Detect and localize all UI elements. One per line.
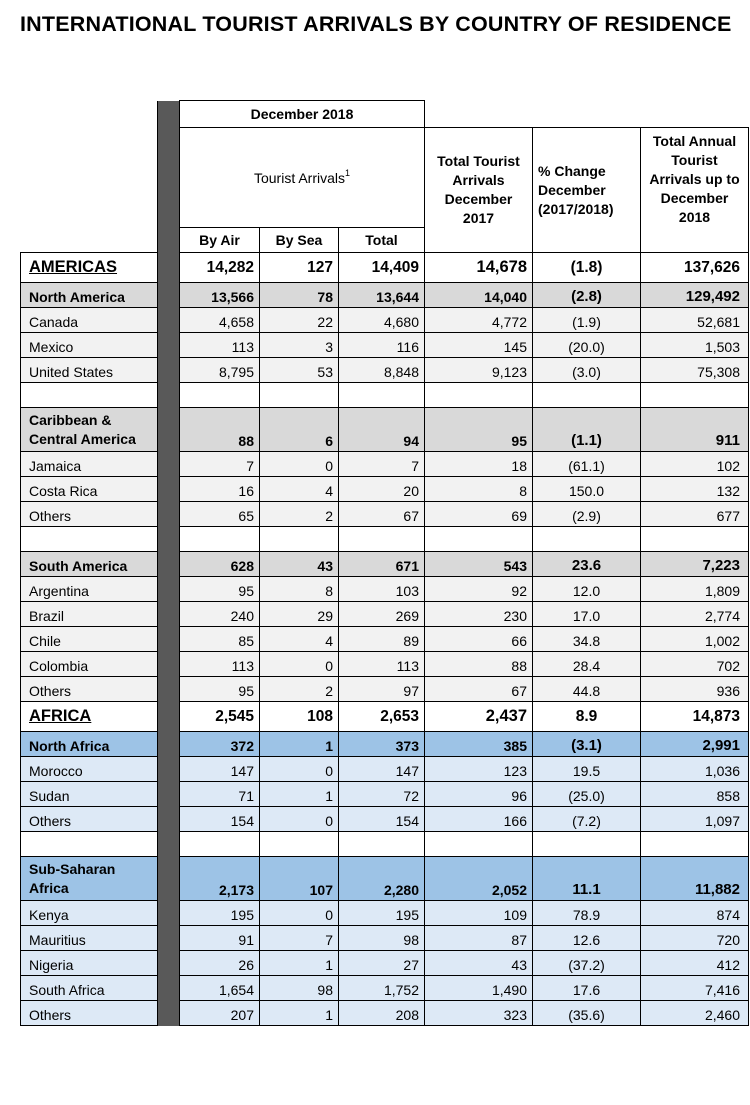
row-dark-bar [158, 901, 180, 926]
pct-change-value: (2.9) [533, 502, 641, 527]
annual-total-value: 7,416 [641, 976, 749, 1001]
row-label: Sudan [21, 782, 158, 807]
pct-change-value: 11.1 [533, 857, 641, 901]
table-row [21, 477, 749, 502]
total-value: 195 [339, 901, 425, 926]
by-sea-value: 22 [260, 308, 339, 333]
total-value: 8,848 [339, 358, 425, 383]
blank-cell [533, 527, 641, 552]
row-label: AFRICA [21, 702, 158, 732]
table-row [21, 358, 749, 383]
blank-row [21, 832, 749, 857]
total-prev-value: 66 [425, 627, 533, 652]
by-sea-value: 1 [260, 951, 339, 976]
blank-cell [339, 832, 425, 857]
row-label: Kenya [21, 901, 158, 926]
annual-total-value: 677 [641, 502, 749, 527]
blank-cell [641, 383, 749, 408]
total-prev-value: 8 [425, 477, 533, 502]
by-air-value: 8,795 [180, 358, 260, 383]
row-label: South Africa [21, 976, 158, 1001]
header-spacer [21, 228, 158, 253]
header-dark-bar [158, 228, 180, 253]
by-sea-value: 0 [260, 807, 339, 832]
annual-total-value: 936 [641, 677, 749, 702]
row-dark-bar [158, 358, 180, 383]
total-value: 14,409 [339, 253, 425, 283]
total-value: 89 [339, 627, 425, 652]
by-sea-value: 107 [260, 857, 339, 901]
total-prev-value: 95 [425, 408, 533, 452]
header-spacer [641, 101, 749, 128]
by-air-value: 4,658 [180, 308, 260, 333]
annual-total-value: 11,882 [641, 857, 749, 901]
region-row [21, 253, 749, 283]
row-dark-bar [158, 502, 180, 527]
tourist-arrivals-label: Tourist Arrivals [253, 169, 345, 186]
blank-cell [425, 527, 533, 552]
annual-total-value: 102 [641, 452, 749, 477]
by-sea-value: 1 [260, 732, 339, 757]
by-sea-value: 4 [260, 477, 339, 502]
blank-cell [180, 832, 260, 857]
by-air-value: 628 [180, 552, 260, 577]
total-value: 2,653 [339, 702, 425, 732]
table-row [21, 976, 749, 1001]
total-prev-value: 145 [425, 333, 533, 358]
row-label: Costa Rica [21, 477, 158, 502]
by-air-value: 91 [180, 926, 260, 951]
by-sea-value: 108 [260, 702, 339, 732]
tourist-arrivals-table [20, 100, 749, 1026]
total-prev-value: 18 [425, 452, 533, 477]
annual-total-value: 2,991 [641, 732, 749, 757]
row-dark-bar [158, 452, 180, 477]
row-dark-bar [158, 383, 180, 408]
total-prev-value: 2,052 [425, 857, 533, 901]
table-row [21, 577, 749, 602]
by-sea-value: 53 [260, 358, 339, 383]
by-air-value: 207 [180, 1001, 260, 1026]
by-sea-header: By Sea [260, 228, 339, 253]
by-sea-value: 7 [260, 926, 339, 951]
row-dark-bar [158, 308, 180, 333]
blank-cell [533, 832, 641, 857]
pct-change-value: (7.2) [533, 807, 641, 832]
table-row [21, 502, 749, 527]
pct-change-value: 17.0 [533, 602, 641, 627]
row-dark-bar [158, 627, 180, 652]
total-prev-value: 385 [425, 732, 533, 757]
subregion-row [21, 283, 749, 308]
table-row [21, 333, 749, 358]
pct-change-value: 23.6 [533, 552, 641, 577]
row-label: Others [21, 502, 158, 527]
total-prev-value: 14,040 [425, 283, 533, 308]
by-sea-value: 0 [260, 452, 339, 477]
by-air-value: 1,654 [180, 976, 260, 1001]
blank-cell [260, 527, 339, 552]
row-dark-bar [158, 782, 180, 807]
total-value: 208 [339, 1001, 425, 1026]
by-air-value: 95 [180, 577, 260, 602]
total-prev-value: 67 [425, 677, 533, 702]
row-label: Mexico [21, 333, 158, 358]
row-dark-bar [158, 602, 180, 627]
row-label: AMERICAS [21, 253, 158, 283]
annual-total-value: 702 [641, 652, 749, 677]
by-sea-value: 3 [260, 333, 339, 358]
pct-change-value: (61.1) [533, 452, 641, 477]
by-sea-value: 4 [260, 627, 339, 652]
table-row [21, 757, 749, 782]
row-label: Caribbean & Central America [21, 408, 158, 452]
by-air-value: 26 [180, 951, 260, 976]
annual-total-value: 1,036 [641, 757, 749, 782]
blank-row [21, 527, 749, 552]
by-sea-value: 43 [260, 552, 339, 577]
annual-total-value: 75,308 [641, 358, 749, 383]
table-row [21, 627, 749, 652]
table-row [21, 782, 749, 807]
annual-total-value: 1,503 [641, 333, 749, 358]
total-value: 27 [339, 951, 425, 976]
by-sea-value: 78 [260, 283, 339, 308]
blank-cell [21, 527, 158, 552]
row-dark-bar [158, 757, 180, 782]
subregion-row [21, 408, 749, 452]
total-value: 2,280 [339, 857, 425, 901]
row-label: Sub-Saharan Africa [21, 857, 158, 901]
header-spacer [21, 128, 158, 228]
header-spacer [425, 101, 533, 128]
total-prev-value: 323 [425, 1001, 533, 1026]
blank-cell [21, 832, 158, 857]
total-prev-value: 43 [425, 951, 533, 976]
total-prev-value: 230 [425, 602, 533, 627]
annual-total-value: 132 [641, 477, 749, 502]
by-air-value: 2,173 [180, 857, 260, 901]
pct-change-value: (2.8) [533, 283, 641, 308]
by-sea-value: 0 [260, 757, 339, 782]
total-value: 94 [339, 408, 425, 452]
total-prev-value: 92 [425, 577, 533, 602]
by-air-value: 240 [180, 602, 260, 627]
blank-cell [425, 383, 533, 408]
annual-total-value: 7,223 [641, 552, 749, 577]
total-value: 13,644 [339, 283, 425, 308]
row-label: Argentina [21, 577, 158, 602]
pct-change-value: 8.9 [533, 702, 641, 732]
blank-cell [180, 527, 260, 552]
row-dark-bar [158, 408, 180, 452]
pct-change-value: 44.8 [533, 677, 641, 702]
annual-total-value: 2,460 [641, 1001, 749, 1026]
table-row [21, 926, 749, 951]
total-prev-value: 96 [425, 782, 533, 807]
header-dark-bar [158, 128, 180, 228]
annual-total-value: 14,873 [641, 702, 749, 732]
total-value: 1,752 [339, 976, 425, 1001]
row-label: Mauritius [21, 926, 158, 951]
by-sea-value: 1 [260, 1001, 339, 1026]
row-dark-bar [158, 732, 180, 757]
row-label: South America [21, 552, 158, 577]
subregion-row [21, 552, 749, 577]
row-dark-bar [158, 832, 180, 857]
header-dark-bar [158, 101, 180, 128]
blank-cell [260, 832, 339, 857]
row-dark-bar [158, 577, 180, 602]
row-label: North Africa [21, 732, 158, 757]
period-header: December 2018 [180, 101, 425, 128]
annual-total-value: 2,774 [641, 602, 749, 627]
header-spacer [533, 101, 641, 128]
by-air-value: 95 [180, 677, 260, 702]
by-air-value: 154 [180, 807, 260, 832]
row-dark-bar [158, 527, 180, 552]
total-value: 373 [339, 732, 425, 757]
total-value: 98 [339, 926, 425, 951]
blank-cell [180, 383, 260, 408]
by-air-value: 88 [180, 408, 260, 452]
by-sea-value: 0 [260, 901, 339, 926]
by-air-value: 85 [180, 627, 260, 652]
total-prev-value: 88 [425, 652, 533, 677]
blank-cell [21, 383, 158, 408]
by-sea-value: 6 [260, 408, 339, 452]
by-air-value: 13,566 [180, 283, 260, 308]
annual-total-value: 1,809 [641, 577, 749, 602]
pct-change-value: 12.6 [533, 926, 641, 951]
subregion-row [21, 857, 749, 901]
by-air-value: 7 [180, 452, 260, 477]
by-sea-value: 29 [260, 602, 339, 627]
row-label: United States [21, 358, 158, 383]
row-label: Canada [21, 308, 158, 333]
total-value: 97 [339, 677, 425, 702]
row-label: North America [21, 283, 158, 308]
table-row [21, 901, 749, 926]
annual-total-value: 874 [641, 901, 749, 926]
tourist-arrivals-header [180, 128, 425, 228]
by-air-value: 16 [180, 477, 260, 502]
header-spacer [21, 101, 158, 128]
by-sea-value: 1 [260, 782, 339, 807]
pct-change-value: (1.8) [533, 253, 641, 283]
blank-cell [425, 832, 533, 857]
pct-change-value: 34.8 [533, 627, 641, 652]
row-label: Others [21, 1001, 158, 1026]
table-row [21, 602, 749, 627]
total-value: 671 [339, 552, 425, 577]
row-label: Jamaica [21, 452, 158, 477]
total-value: 67 [339, 502, 425, 527]
pct-change-value: 150.0 [533, 477, 641, 502]
by-air-value: 372 [180, 732, 260, 757]
total-header: Total [339, 228, 425, 253]
pct-change-value: (3.0) [533, 358, 641, 383]
total-prev-value: 1,490 [425, 976, 533, 1001]
total-prev-value: 123 [425, 757, 533, 782]
total-value: 20 [339, 477, 425, 502]
row-label: Others [21, 677, 158, 702]
row-dark-bar [158, 477, 180, 502]
pct-change-value: (25.0) [533, 782, 641, 807]
blank-cell [641, 527, 749, 552]
row-dark-bar [158, 552, 180, 577]
by-sea-value: 127 [260, 253, 339, 283]
total-prev-header: Total Tourist Arrivals December 2017 [425, 128, 533, 253]
row-dark-bar [158, 283, 180, 308]
row-label: Nigeria [21, 951, 158, 976]
pct-change-value: (1.9) [533, 308, 641, 333]
annual-total-value: 129,492 [641, 283, 749, 308]
blank-cell [260, 383, 339, 408]
pct-change-value: 12.0 [533, 577, 641, 602]
table-row [21, 807, 749, 832]
row-label: Colombia [21, 652, 158, 677]
by-sea-value: 98 [260, 976, 339, 1001]
row-dark-bar [158, 807, 180, 832]
pct-change-value: 78.9 [533, 901, 641, 926]
row-label: Brazil [21, 602, 158, 627]
row-dark-bar [158, 702, 180, 732]
total-prev-value: 109 [425, 901, 533, 926]
total-value: 116 [339, 333, 425, 358]
table-row [21, 1001, 749, 1026]
total-value: 103 [339, 577, 425, 602]
total-prev-value: 14,678 [425, 253, 533, 283]
annual-total-value: 1,097 [641, 807, 749, 832]
row-dark-bar [158, 677, 180, 702]
annual-total-header: Total Annual Tourist Arrivals up to December 2018 [641, 128, 749, 253]
total-prev-value: 543 [425, 552, 533, 577]
blank-cell [339, 527, 425, 552]
row-dark-bar [158, 951, 180, 976]
annual-total-value: 1,002 [641, 627, 749, 652]
total-value: 113 [339, 652, 425, 677]
by-air-value: 14,282 [180, 253, 260, 283]
pct-change-value: 19.5 [533, 757, 641, 782]
total-prev-value: 4,772 [425, 308, 533, 333]
total-value: 4,680 [339, 308, 425, 333]
table-row [21, 951, 749, 976]
table-body [21, 253, 749, 1026]
by-sea-value: 2 [260, 502, 339, 527]
row-label: Chile [21, 627, 158, 652]
row-dark-bar [158, 926, 180, 951]
by-sea-value: 0 [260, 652, 339, 677]
pct-change-value: (20.0) [533, 333, 641, 358]
by-air-header: By Air [180, 228, 260, 253]
pct-change-value: (1.1) [533, 408, 641, 452]
row-dark-bar [158, 253, 180, 283]
total-value: 269 [339, 602, 425, 627]
pct-change-value: (3.1) [533, 732, 641, 757]
row-dark-bar [158, 652, 180, 677]
by-air-value: 65 [180, 502, 260, 527]
region-row [21, 702, 749, 732]
total-prev-value: 2,437 [425, 702, 533, 732]
by-air-value: 71 [180, 782, 260, 807]
total-prev-value: 87 [425, 926, 533, 951]
annual-total-value: 858 [641, 782, 749, 807]
pct-change-value: (35.6) [533, 1001, 641, 1026]
total-value: 147 [339, 757, 425, 782]
subregion-row [21, 732, 749, 757]
pct-change-header: % Change December (2017/2018) [533, 128, 641, 253]
annual-total-value: 52,681 [641, 308, 749, 333]
by-sea-value: 2 [260, 677, 339, 702]
total-prev-value: 69 [425, 502, 533, 527]
table-row [21, 308, 749, 333]
by-air-value: 195 [180, 901, 260, 926]
row-label: Others [21, 807, 158, 832]
row-dark-bar [158, 976, 180, 1001]
by-air-value: 113 [180, 652, 260, 677]
row-dark-bar [158, 857, 180, 901]
table-row [21, 452, 749, 477]
total-prev-value: 166 [425, 807, 533, 832]
row-dark-bar [158, 333, 180, 358]
total-value: 154 [339, 807, 425, 832]
row-label: Morocco [21, 757, 158, 782]
blank-row [21, 383, 749, 408]
pct-change-value: 17.6 [533, 976, 641, 1001]
total-value: 7 [339, 452, 425, 477]
table-row [21, 677, 749, 702]
footnote-marker: 1 [345, 167, 351, 178]
blank-cell [533, 383, 641, 408]
by-sea-value: 8 [260, 577, 339, 602]
annual-total-value: 412 [641, 951, 749, 976]
by-air-value: 2,545 [180, 702, 260, 732]
total-prev-value: 9,123 [425, 358, 533, 383]
total-value: 72 [339, 782, 425, 807]
blank-cell [339, 383, 425, 408]
pct-change-value: (37.2) [533, 951, 641, 976]
table-row [21, 652, 749, 677]
pct-change-value: 28.4 [533, 652, 641, 677]
annual-total-value: 911 [641, 408, 749, 452]
row-dark-bar [158, 1001, 180, 1026]
by-air-value: 147 [180, 757, 260, 782]
annual-total-value: 137,626 [641, 253, 749, 283]
by-air-value: 113 [180, 333, 260, 358]
blank-cell [641, 832, 749, 857]
annual-total-value: 720 [641, 926, 749, 951]
page-title: INTERNATIONAL TOURIST ARRIVALS BY COUNTRY OF RESIDENCE [20, 12, 732, 36]
